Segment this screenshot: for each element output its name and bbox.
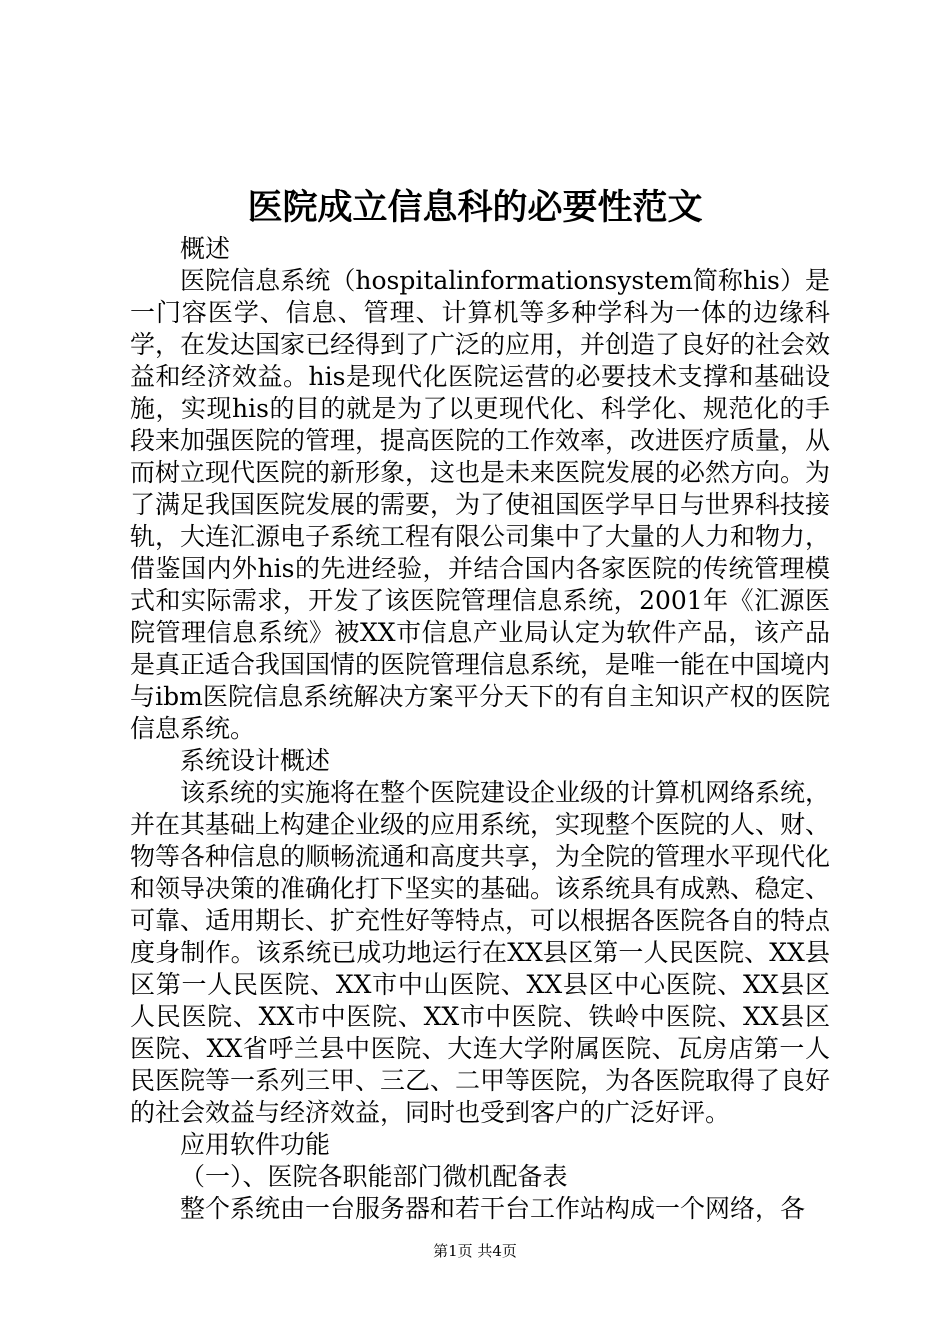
paragraph-system-design: 该系统的实施将在整个医院建设企业级的计算机网络系统，并在其基础上构建企业级的应用系统，实现整个医院的人、财、物等各种信息的顺畅流通和高度共享，为全院的管理水平现代化和领导决策的准确化打下坚实的基础。该系统具有成熟、稳定、可靠、适用期长、扩充性好等特点，可以根据各医院各自的特点度身制作。该系统已成功地运行在XX县区第一人民医院、XX县区第一人民医院、XX市中山医院、XX县区中心医院、XX县区人民医院、XX市中医院、XX市中医院、铁岭中医院、XX县区医院、XX省呼兰县中医院、大连大学附属医院、瓦房店第一人民医院等一系列三甲、三乙、二甲等医院，为各医院取得了良好的社会效益与经济效益，同时也受到客户的广泛好评。 [130, 778, 831, 1127]
section-heading-overview: 概述 [180, 234, 231, 263]
paragraph-system-network: 整个系统由一台服务器和若干台工作站构成一个网络，各 [180, 1194, 806, 1223]
section-heading-software-functions: 应用软件功能 [180, 1130, 331, 1159]
section-heading-system-design: 系统设计概述 [180, 746, 331, 775]
paragraph-overview: 医院信息系统（hospitalinformationsystem简称his）是一门容医学、信息、管理、计算机等多种学科为一体的边缘科学，在发达国家已经得到了广泛的应用，并创造了良好的社会效益和经济效益。his是现代化医院运营的必要技术支撑和基础设施，实现his的目的就是为了以更现代化、科学化、规范化的手段来加强医院的管理，提高医院的工作效率，改进医疗质量，从而树立现代医院的新形象，这也是未来医院发展的必然方向。为了满足我国医院发展的需要，为了使祖国医学早日与世界科技接轨，大连汇源电子系统工程有限公司集中了大量的人力和物力，借鉴国内外his的先进经验，并结合国内各家医院的传统管理模式和实际需求，开发了该医院管理信息系统，2001年《汇源医院管理信息系统》被XX市信息产业局认定为软件产品，该产品是真正适合我国国情的医院管理信息系统，是唯一能在中国境内与ibm医院信息系统解决方案平分天下的有自主知识产权的医院信息系统。 [130, 266, 831, 743]
document-title: 医院成立信息科的必要性范文 [247, 187, 703, 228]
document-body [130, 233, 830, 1225]
subsection-heading-equipment-table: （一）、医院各职能部门微机配备表 [180, 1162, 568, 1191]
page-number-footer: 第1页 共4页 [433, 1242, 517, 1260]
